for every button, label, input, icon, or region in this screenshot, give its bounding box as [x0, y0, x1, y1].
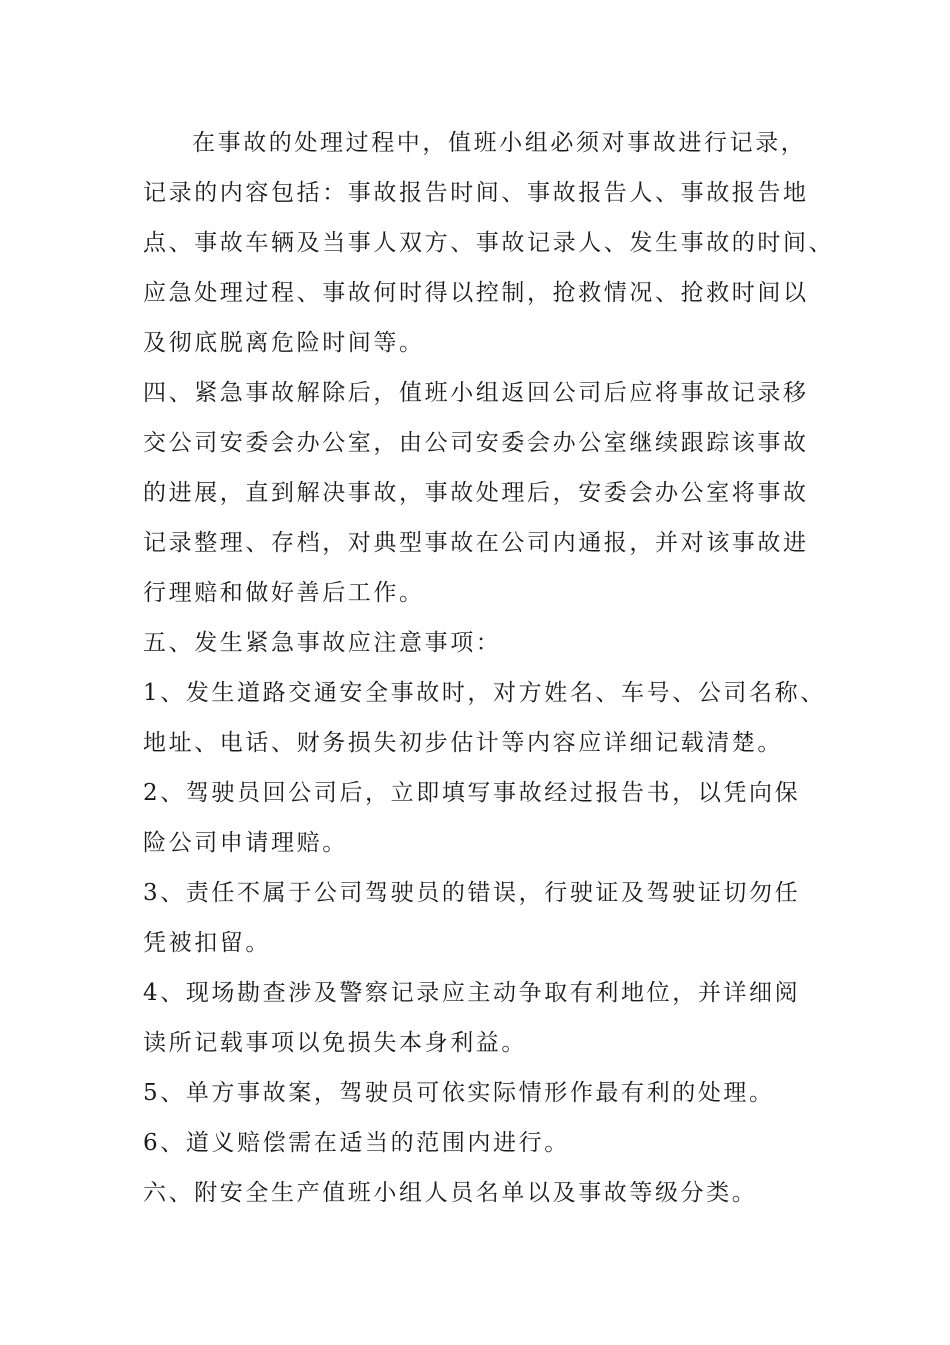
paragraph-line: 应急处理过程、事故何时得以控制，抢救情况、抢救时间以: [143, 280, 809, 306]
list-item-4: 4、现场勘查涉及警察记录应主动争取有利地位，并详细阅: [143, 980, 801, 1006]
list-item-3-cont: 凭被扣留。: [143, 930, 271, 956]
section-four-line: 四、紧急事故解除后，值班小组返回公司后应将事故记录移: [143, 380, 809, 406]
list-item-3: 3、责任不属于公司驾驶员的错误，行驶证及驾驶证切勿任: [143, 880, 801, 906]
paragraph-line: 行理赔和做好善后工作。: [143, 580, 425, 606]
list-item-2: 2、驾驶员回公司后，立即填写事故经过报告书，以凭向保: [143, 780, 801, 806]
list-item-1: 1、发生道路交通安全事故时，对方姓名、车号、公司名称、: [143, 680, 826, 706]
paragraph-line: 及彻底脱离危险时间等。: [143, 330, 425, 356]
list-item-1-cont: 地址、电话、财务损失初步估计等内容应详细记载清楚。: [143, 730, 783, 756]
paragraph-line: 记录的内容包括：事故报告时间、事故报告人、事故报告地: [143, 180, 809, 206]
paragraph-line: 的进展，直到解决事故，事故处理后，安委会办公室将事故: [143, 480, 809, 506]
list-item-5: 5、单方事故案，驾驶员可依实际情形作最有利的处理。: [143, 1080, 775, 1106]
list-item-6: 6、道义赔偿需在适当的范围内进行。: [143, 1130, 570, 1156]
list-item-4-cont: 读所记载事项以免损失本身利益。: [143, 1030, 527, 1056]
paragraph-line: 点、事故车辆及当事人双方、事故记录人、发生事故的时间、: [143, 230, 835, 256]
paragraph-line: 在事故的处理过程中，值班小组必须对事故进行记录，: [192, 130, 807, 156]
list-item-2-cont: 险公司申请理赔。: [143, 830, 348, 856]
section-six-line: 六、附安全生产值班小组人员名单以及事故等级分类。: [143, 1180, 758, 1206]
section-five-heading: 五、发生紧急事故应注意事项：: [143, 630, 502, 656]
paragraph-line: 交公司安委会办公室，由公司安委会办公室继续跟踪该事故: [143, 430, 809, 456]
paragraph-line: 记录整理、存档，对典型事故在公司内通报，并对该事故进: [143, 530, 809, 556]
